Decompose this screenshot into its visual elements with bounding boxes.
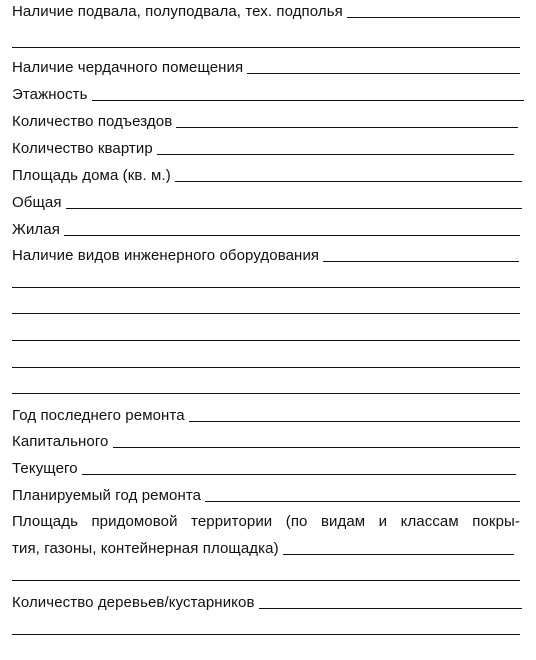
apartments-field[interactable] bbox=[157, 141, 514, 155]
engineering-field-line-4[interactable] bbox=[12, 340, 520, 341]
engineering-field-line-2[interactable] bbox=[12, 287, 520, 288]
total-area-row bbox=[12, 194, 522, 212]
engineering-field-line-5[interactable] bbox=[12, 367, 520, 368]
attic-row bbox=[12, 59, 520, 77]
entrances-field[interactable] bbox=[176, 114, 518, 128]
trees-label: Количество деревьев/кустарников bbox=[12, 594, 255, 611]
entrances-label: Количество подъездов bbox=[12, 113, 173, 130]
territory-label-line-1: Площадь придомовой территории (по видам и классам покры- bbox=[12, 513, 520, 530]
planned-repair-field[interactable] bbox=[205, 488, 520, 502]
housing-form bbox=[12, 0, 526, 660]
entrances-row bbox=[12, 113, 518, 131]
living-area-row bbox=[12, 221, 520, 239]
basement-label: Наличие подвала, полуподвала, тех. подполья bbox=[12, 3, 343, 20]
engineering-row bbox=[12, 247, 519, 265]
basement-field-continued[interactable] bbox=[12, 47, 520, 48]
house-area-field[interactable] bbox=[175, 168, 522, 182]
last-repair-field[interactable] bbox=[189, 408, 520, 422]
total-area-label: Общая bbox=[12, 194, 62, 211]
territory-field[interactable] bbox=[283, 541, 514, 555]
territory-row bbox=[12, 540, 514, 558]
planned-repair-label: Планируемый год ремонта bbox=[12, 487, 202, 504]
living-area-field[interactable] bbox=[64, 222, 520, 236]
last-repair-label: Год последнего ремонта bbox=[12, 407, 185, 424]
floors-row bbox=[12, 86, 524, 104]
engineering-field[interactable] bbox=[323, 248, 519, 262]
attic-field[interactable] bbox=[247, 60, 520, 74]
house-area-row bbox=[12, 167, 522, 185]
total-area-field[interactable] bbox=[66, 195, 522, 209]
attic-label: Наличие чердачного помещения bbox=[12, 59, 244, 76]
house-area-label: Площадь дома (кв. м.) bbox=[12, 167, 171, 184]
engineering-field-line-3[interactable] bbox=[12, 313, 520, 314]
current-repair-label: Текущего bbox=[12, 460, 78, 477]
trees-row bbox=[12, 594, 522, 612]
planned-repair-row bbox=[12, 487, 520, 505]
basement-field[interactable] bbox=[347, 4, 520, 18]
capital-repair-field[interactable] bbox=[113, 434, 520, 448]
current-repair-field[interactable] bbox=[82, 461, 516, 475]
territory-label-line-2: тия, газоны, контейнерная площадка) bbox=[12, 540, 279, 557]
apartments-row bbox=[12, 140, 514, 158]
current-repair-row bbox=[12, 460, 516, 478]
trees-field-continued[interactable] bbox=[12, 634, 520, 635]
apartments-label: Количество квартир bbox=[12, 140, 153, 157]
basement-row bbox=[12, 3, 520, 21]
floors-label: Этажность bbox=[12, 86, 88, 103]
capital-repair-row bbox=[12, 433, 520, 451]
floors-field[interactable] bbox=[92, 87, 524, 101]
engineering-label: Наличие видов инженерного оборудования bbox=[12, 247, 320, 264]
living-area-label: Жилая bbox=[12, 221, 60, 238]
trees-field[interactable] bbox=[259, 595, 522, 609]
engineering-field-line-6[interactable] bbox=[12, 393, 520, 394]
capital-repair-label: Капитального bbox=[12, 433, 109, 450]
last-repair-row bbox=[12, 407, 520, 425]
territory-field-continued[interactable] bbox=[12, 580, 520, 581]
